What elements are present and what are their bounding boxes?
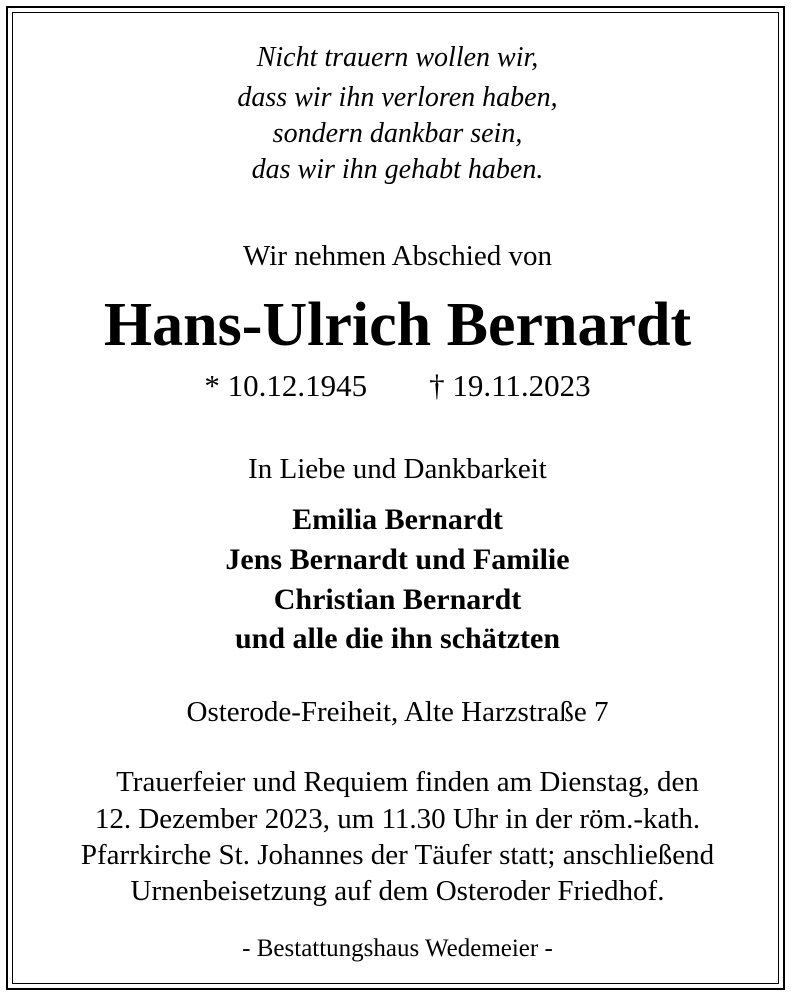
mourner-name-3: Christian Bernardt (273, 583, 522, 616)
birth-date: * 10.12.1945 (204, 368, 368, 403)
quote-line-3: sondern dankbar sein, (272, 118, 523, 149)
service-line-3: Pfarrkirche St. Johannes der Täufer statt; anschließend (80, 839, 715, 871)
service-line-1: Trauerfeier und Requiem finden am Dienstag, den (116, 766, 699, 798)
deceased-name: Hans-Ulrich Bernardt (103, 291, 692, 359)
mourner-name-2: Jens Bernardt und Familie (225, 543, 570, 576)
life-dates (0, 370, 795, 401)
quote-line-4: das wir ihn gehabt haben. (251, 154, 544, 185)
service-line-2: 12. Dezember 2023, um 11.30 Uhr in der röm.-kath. (94, 803, 701, 835)
farewell-intro: Wir nehmen Abschied von (243, 240, 552, 272)
service-line-4: Urnenbeisetzung auf dem Osteroder Friedhof. (130, 875, 665, 907)
quote-line-1: Nicht trauern wollen wir, (256, 42, 539, 73)
mourner-name-1: Emilia Bernardt (292, 503, 503, 536)
undertaker: - Bestattungshaus Wedemeier - (242, 935, 553, 962)
death-date: † 19.11.2023 (429, 368, 591, 403)
mourners-intro: In Liebe und Dankbarkeit (248, 453, 547, 485)
mourner-name-4: und alle die ihn schätzten (234, 622, 561, 655)
quote-line-2: dass wir ihn verloren haben, (237, 82, 558, 113)
mourner-address: Osterode-Freiheit, Alte Harzstraße 7 (186, 696, 609, 728)
